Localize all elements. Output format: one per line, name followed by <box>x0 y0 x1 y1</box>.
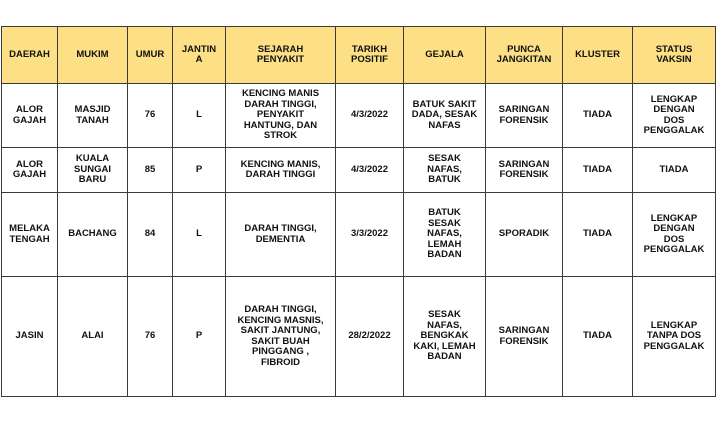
cell-kluster: TIADA <box>563 84 633 148</box>
cell-jantina: L <box>173 84 226 148</box>
header-umur: UMUR <box>128 27 173 84</box>
cell-jantina: L <box>173 193 226 277</box>
cell-status-vaksin: LENGKAP DENGAN DOS PENGGALAK <box>633 193 716 277</box>
cell-mukim: ALAI <box>58 277 128 397</box>
header-punca-jangkitan: PUNCA JANGKITAN <box>486 27 563 84</box>
cell-umur: 84 <box>128 193 173 277</box>
cell-jantina: P <box>173 277 226 397</box>
cell-tarikh-positif: 28/2/2022 <box>336 277 404 397</box>
cell-daerah: MELAKA TENGAH <box>2 193 58 277</box>
case-table <box>1 26 716 397</box>
cell-gejala: BATUK SESAK NAFAS, LEMAH BADAN <box>404 193 486 277</box>
cell-status-vaksin: LENGKAP DENGAN DOS PENGGALAK <box>633 84 716 148</box>
cell-umur: 76 <box>128 277 173 397</box>
cell-daerah: ALOR GAJAH <box>2 148 58 193</box>
cell-sejarah-penyakit: KENCING MANIS, DARAH TINGGI <box>226 148 336 193</box>
cell-kluster: TIADA <box>563 193 633 277</box>
cell-umur: 85 <box>128 148 173 193</box>
cell-sejarah-penyakit: KENCING MANIS DARAH TINGGI, PENYAKIT HANTUNG, DAN STROK <box>226 84 336 148</box>
cell-punca-jangkitan: SARINGAN FORENSIK <box>486 277 563 397</box>
cell-sejarah-penyakit: DARAH TINGGI, KENCING MASNIS, SAKIT JANTUNG, SAKIT BUAH PINGGANG , FIBROID <box>226 277 336 397</box>
cell-tarikh-positif: 4/3/2022 <box>336 148 404 193</box>
header-mukim: MUKIM <box>58 27 128 84</box>
table-row <box>2 277 716 397</box>
header-tarikh-positif: TARIKH POSITIF <box>336 27 404 84</box>
header-status-vaksin: STATUS VAKSIN <box>633 27 716 84</box>
cell-daerah: ALOR GAJAH <box>2 84 58 148</box>
table-row <box>2 193 716 277</box>
cell-gejala: SESAK NAFAS, BATUK <box>404 148 486 193</box>
header-kluster: KLUSTER <box>563 27 633 84</box>
cell-tarikh-positif: 4/3/2022 <box>336 84 404 148</box>
cell-gejala: BATUK SAKIT DADA, SESAK NAFAS <box>404 84 486 148</box>
cell-gejala: SESAK NAFAS, BENGKAK KAKI, LEMAH BADAN <box>404 277 486 397</box>
cell-punca-jangkitan: SARINGAN FORENSIK <box>486 148 563 193</box>
table-row <box>2 148 716 193</box>
header-sejarah-penyakit: SEJARAH PENYAKIT <box>226 27 336 84</box>
cell-punca-jangkitan: SPORADIK <box>486 193 563 277</box>
cell-daerah: JASIN <box>2 277 58 397</box>
cell-status-vaksin: TIADA <box>633 148 716 193</box>
cell-punca-jangkitan: SARINGAN FORENSIK <box>486 84 563 148</box>
cell-kluster: TIADA <box>563 277 633 397</box>
header-gejala: GEJALA <box>404 27 486 84</box>
header-jantina: JANTIN A <box>173 27 226 84</box>
cell-mukim: KUALA SUNGAI BARU <box>58 148 128 193</box>
cell-mukim: BACHANG <box>58 193 128 277</box>
cell-sejarah-penyakit: DARAH TINGGI, DEMENTIA <box>226 193 336 277</box>
cell-mukim: MASJID TANAH <box>58 84 128 148</box>
cell-umur: 76 <box>128 84 173 148</box>
header-daerah: DAERAH <box>2 27 58 84</box>
table-row <box>2 84 716 148</box>
cell-tarikh-positif: 3/3/2022 <box>336 193 404 277</box>
cell-jantina: P <box>173 148 226 193</box>
cell-status-vaksin: LENGKAP TANPA DOS PENGGALAK <box>633 277 716 397</box>
cell-kluster: TIADA <box>563 148 633 193</box>
header-row <box>2 27 716 84</box>
